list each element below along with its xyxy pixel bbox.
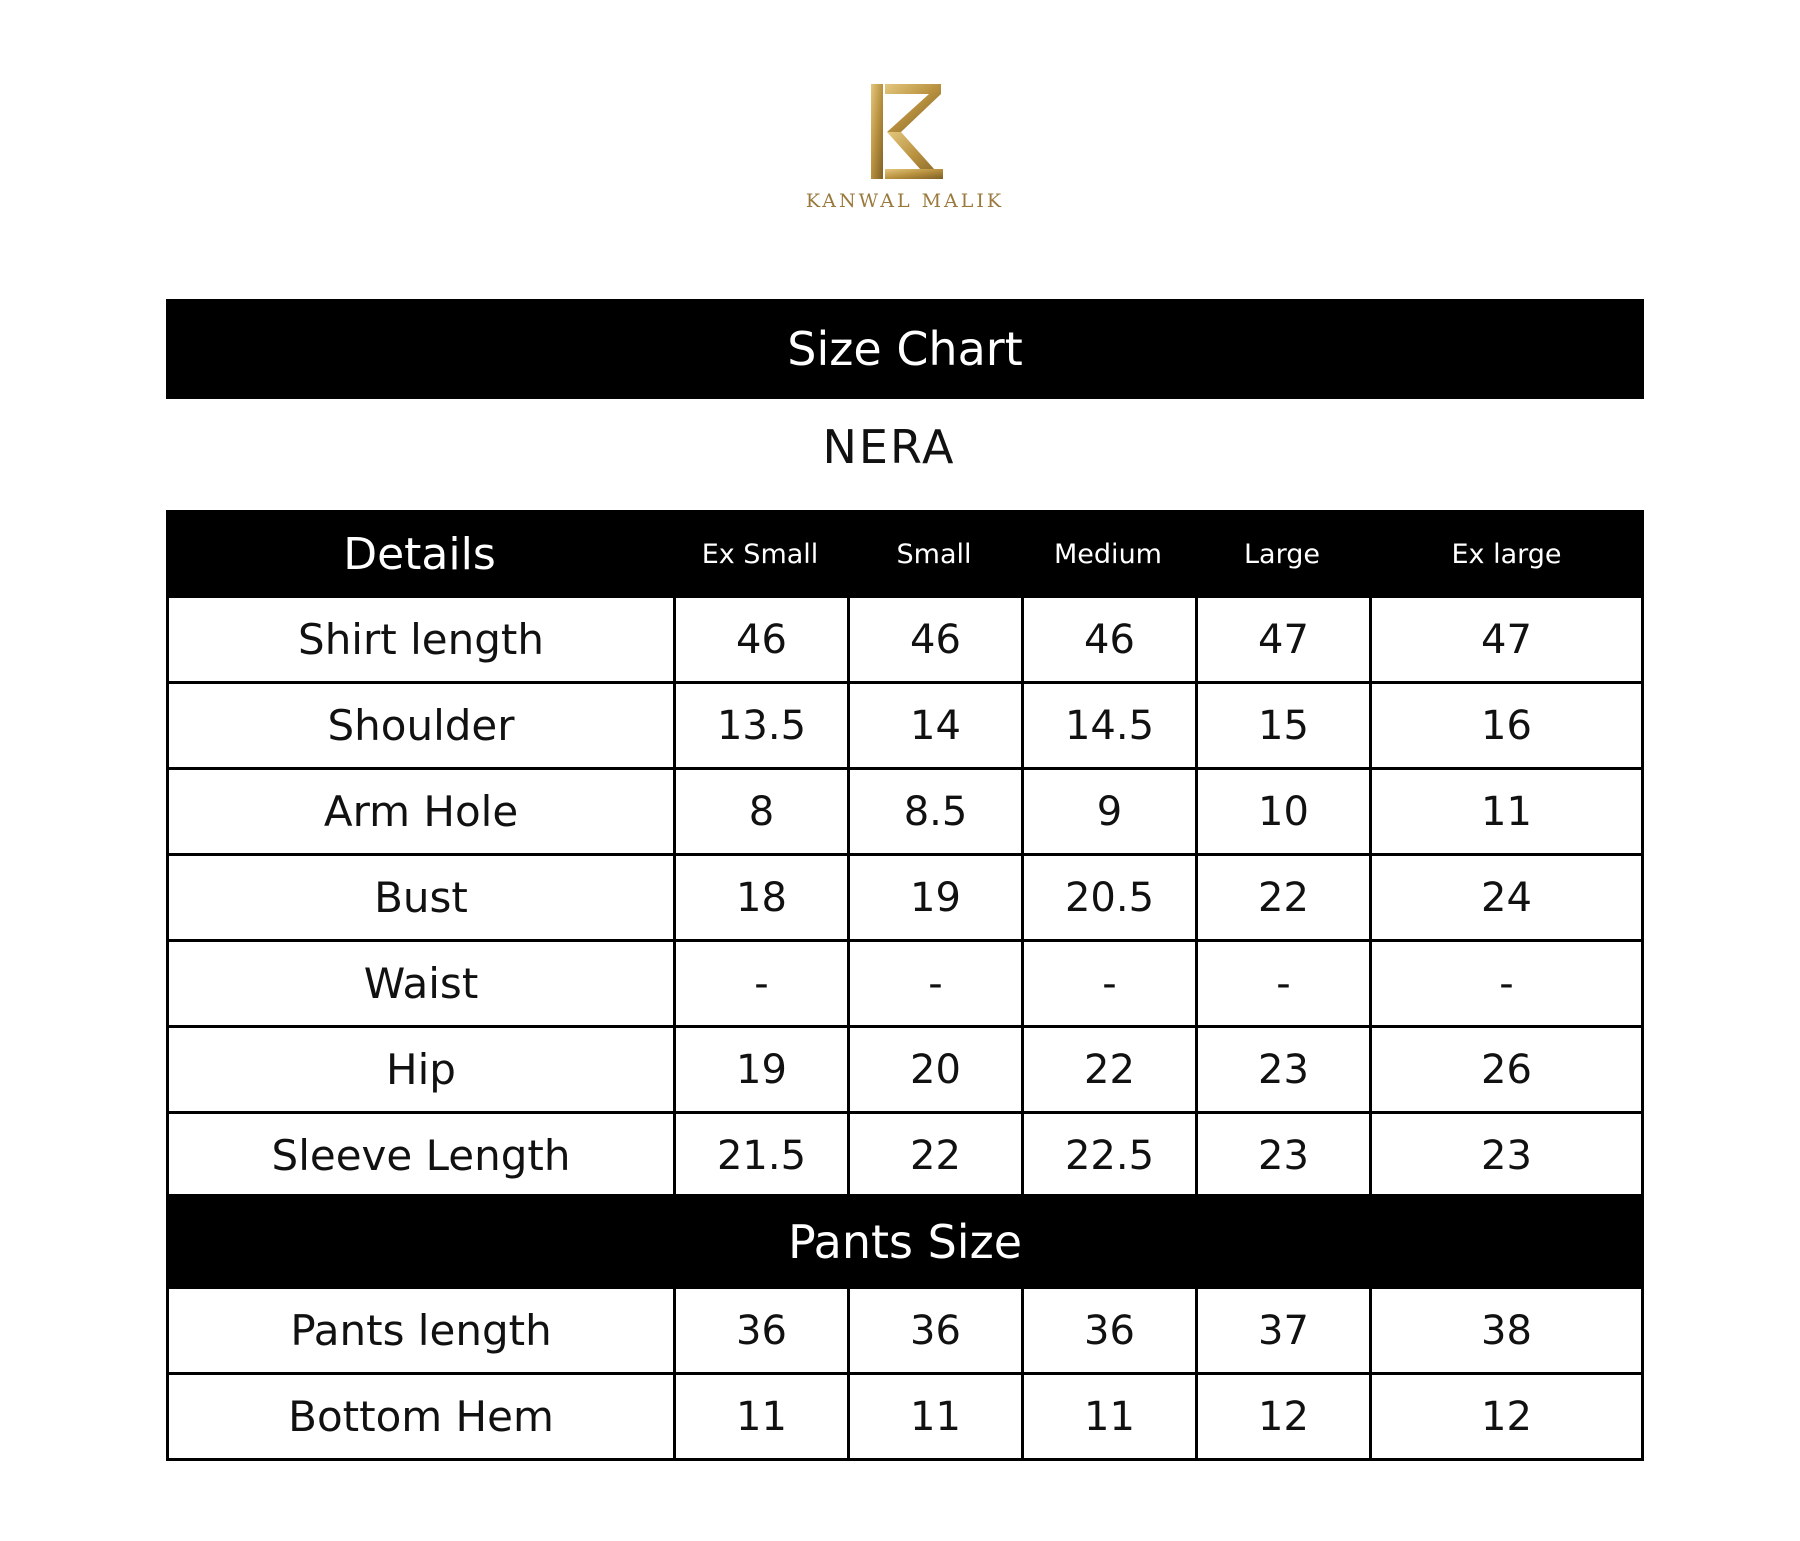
- header-small: Small: [896, 538, 972, 570]
- table-cell: 20: [850, 1028, 1024, 1111]
- km-monogram-icon: [865, 78, 945, 183]
- product-name: NERA: [822, 420, 956, 474]
- table-cell: 11: [1024, 1375, 1198, 1458]
- table-cell: -: [850, 942, 1024, 1025]
- row-label: Shirt length: [169, 598, 676, 681]
- table-cell: 37: [1198, 1289, 1372, 1372]
- row-label: Waist: [169, 942, 676, 1025]
- table-cell: 11: [1372, 770, 1644, 853]
- pants-table: [166, 1289, 1644, 1461]
- title-text: Size Chart: [787, 322, 1023, 376]
- table-cell: 10: [1198, 770, 1372, 853]
- row-label: Sleeve Length: [169, 1114, 676, 1197]
- table-row: [169, 1289, 1644, 1375]
- table-cell: 22.5: [1024, 1114, 1198, 1197]
- table-cell: 38: [1372, 1289, 1644, 1372]
- table-cell: 23: [1198, 1114, 1372, 1197]
- table-cell: 46: [850, 598, 1024, 681]
- table-header: [166, 510, 1644, 598]
- table-row: [169, 942, 1644, 1028]
- table-cell: 46: [1024, 598, 1198, 681]
- table-cell: 19: [850, 856, 1024, 939]
- table-row: [169, 598, 1644, 684]
- table-cell: 20.5: [1024, 856, 1198, 939]
- table-cell: 11: [850, 1375, 1024, 1458]
- table-cell: 8: [676, 770, 850, 853]
- header-large: Large: [1244, 538, 1320, 570]
- table-cell: 22: [1198, 856, 1372, 939]
- table-cell: 23: [1198, 1028, 1372, 1111]
- table-cell: 36: [676, 1289, 850, 1372]
- size-chart-title: [166, 299, 1644, 399]
- table-row: [169, 1375, 1644, 1461]
- table-cell: -: [676, 942, 850, 1025]
- table-cell: 22: [850, 1114, 1024, 1197]
- row-label: Bust: [169, 856, 676, 939]
- table-row: [169, 856, 1644, 942]
- table-cell: 14.5: [1024, 684, 1198, 767]
- table-cell: -: [1024, 942, 1198, 1025]
- table-cell: 47: [1198, 598, 1372, 681]
- table-cell: 36: [850, 1289, 1024, 1372]
- row-label: Bottom Hem: [169, 1375, 676, 1458]
- row-label: Hip: [169, 1028, 676, 1111]
- table-cell: 16: [1372, 684, 1644, 767]
- pants-title-text: Pants Size: [787, 1214, 1023, 1269]
- table-cell: 15: [1198, 684, 1372, 767]
- table-cell: 12: [1372, 1375, 1644, 1458]
- table-cell: 46: [676, 598, 850, 681]
- header-ex-large: Ex large: [1451, 538, 1562, 570]
- table-row: [169, 770, 1644, 856]
- table-cell: 47: [1372, 598, 1644, 681]
- table-cell: 24: [1372, 856, 1644, 939]
- table-row: [169, 1028, 1644, 1114]
- table-cell: 13.5: [676, 684, 850, 767]
- brand-name: KANWAL MALIK: [805, 190, 1005, 212]
- table-cell: 36: [1024, 1289, 1198, 1372]
- brand-logo: [805, 78, 1005, 218]
- table-cell: -: [1198, 942, 1372, 1025]
- table-cell: 26: [1372, 1028, 1644, 1111]
- shirt-table: [166, 598, 1644, 1200]
- header-details: Details: [343, 528, 496, 580]
- header-ex-small: Ex Small: [701, 538, 819, 570]
- table-cell: 19: [676, 1028, 850, 1111]
- table-cell: 8.5: [850, 770, 1024, 853]
- row-label: Pants length: [169, 1289, 676, 1372]
- row-label: Arm Hole: [169, 770, 676, 853]
- table-row: [169, 1114, 1644, 1200]
- table-cell: 23: [1372, 1114, 1644, 1197]
- table-cell: 12: [1198, 1375, 1372, 1458]
- pants-size-title: [166, 1194, 1644, 1289]
- table-cell: -: [1372, 942, 1644, 1025]
- table-row: [169, 684, 1644, 770]
- table-cell: 22: [1024, 1028, 1198, 1111]
- header-medium: Medium: [1054, 538, 1162, 570]
- table-cell: 21.5: [676, 1114, 850, 1197]
- table-cell: 18: [676, 856, 850, 939]
- table-cell: 11: [676, 1375, 850, 1458]
- table-cell: 14: [850, 684, 1024, 767]
- row-label: Shoulder: [169, 684, 676, 767]
- table-cell: 9: [1024, 770, 1198, 853]
